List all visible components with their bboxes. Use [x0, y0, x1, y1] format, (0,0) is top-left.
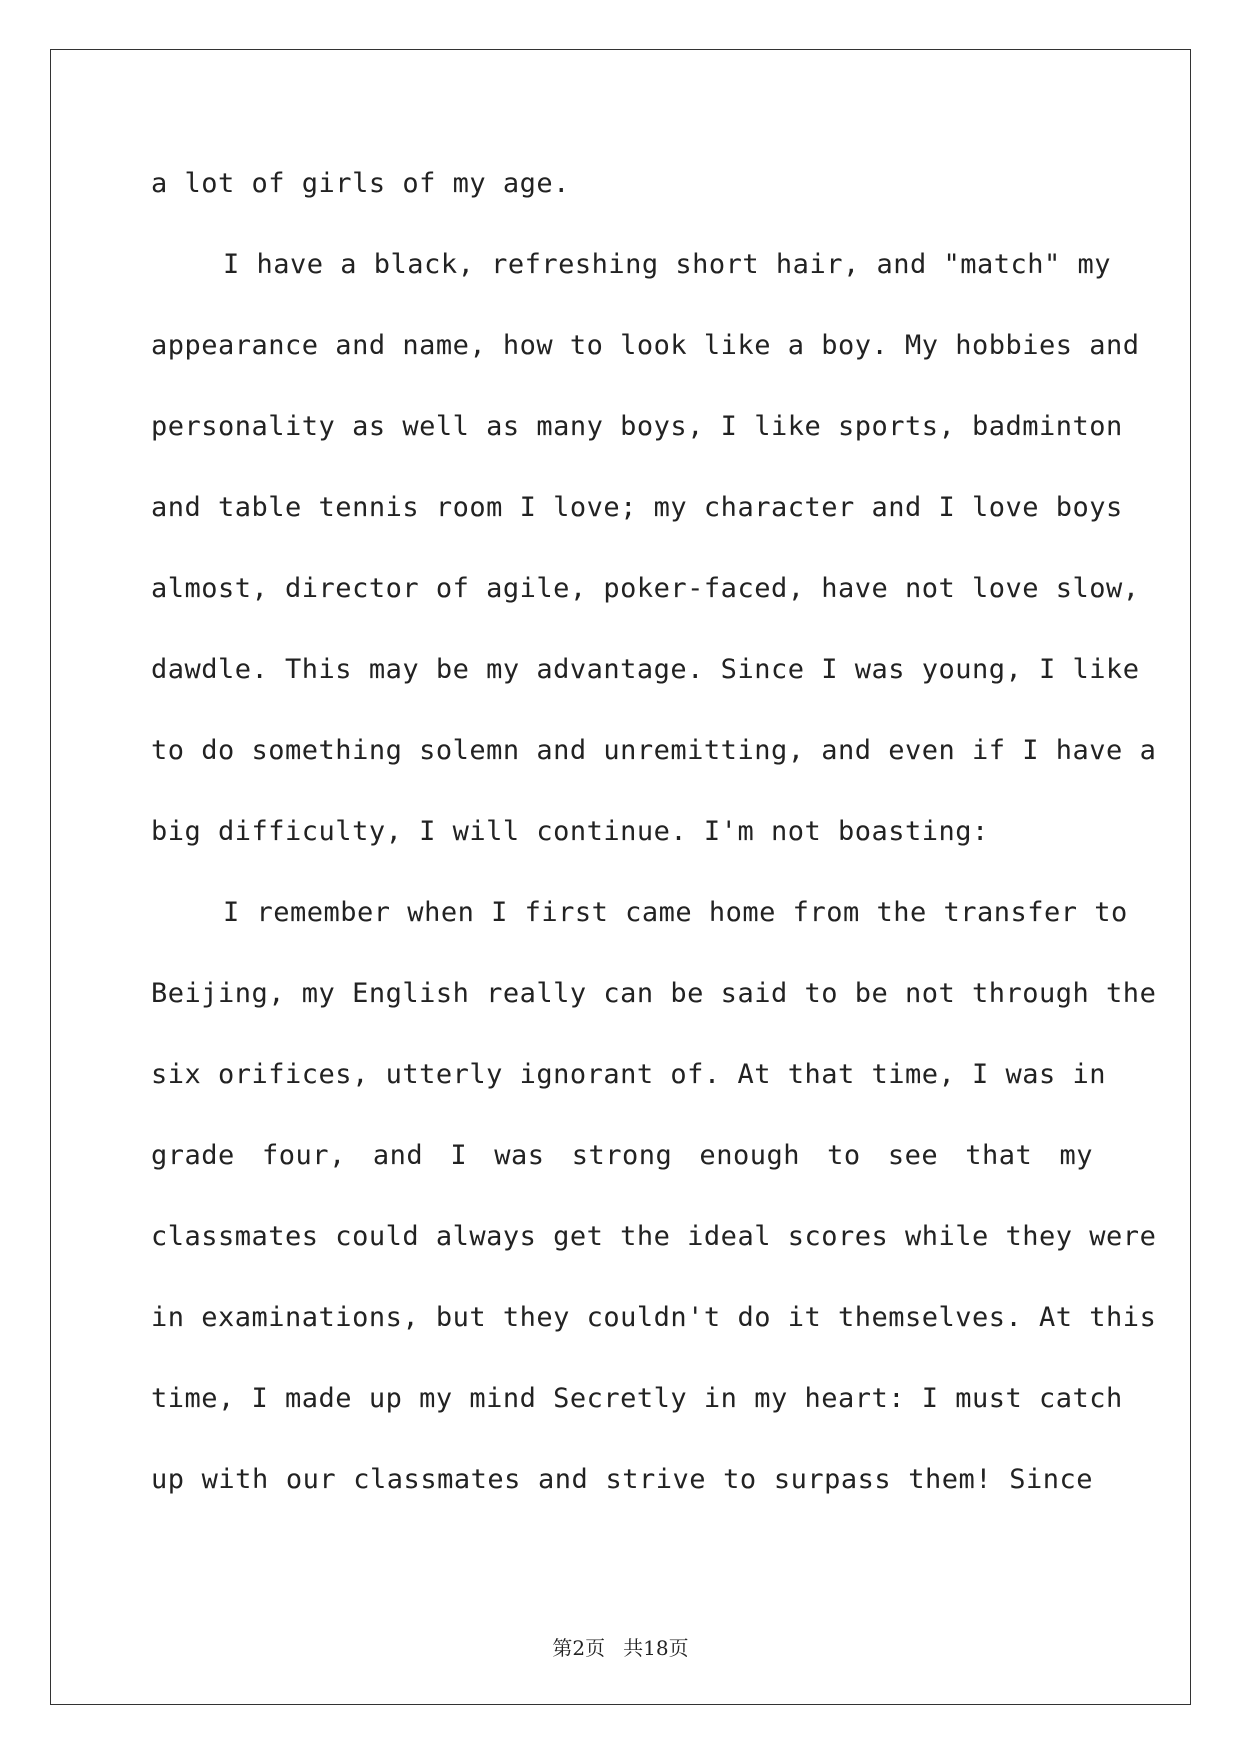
paragraph-start-line: I remember when I first came home from the transfer to [223, 897, 1128, 928]
page-border [50, 49, 1191, 1705]
text-line: and table tennis room I love; my character and I love boys [151, 492, 1123, 523]
text-line: dawdle. This may be my advantage. Since I was young, I like [151, 654, 1140, 685]
text-line: in examinations, but they couldn't do it themselves. At this [151, 1302, 1157, 1333]
text-line: six orifices, utterly ignorant of. At that time, I was in [151, 1059, 1107, 1090]
text-line: grade four, and I was strong enough to see that my [151, 1140, 1093, 1171]
page-number: 第2页 [552, 1636, 606, 1660]
text-line: appearance and name, how to look like a boy. My hobbies and [151, 330, 1140, 361]
text-line: up with our classmates and strive to surpass them! Since [151, 1464, 1093, 1495]
page-total: 共18页 [623, 1636, 689, 1660]
page-footer [0, 1632, 1241, 1661]
text-line: to do something solemn and unremitting, and even if I have a [151, 735, 1157, 766]
text-line: Beijing, my English really can be said to be not through the [151, 978, 1157, 1009]
text-line: classmates could always get the ideal scores while they were [151, 1221, 1157, 1252]
paragraph-start-line: I have a black, refreshing short hair, and "match" my [223, 249, 1112, 280]
text-line: time, I made up my mind Secretly in my heart: I must catch [151, 1383, 1123, 1414]
text-line: personality as well as many boys, I like sports, badminton [151, 411, 1123, 442]
text-line: big difficulty, I will continue. I'm not boasting: [151, 816, 989, 847]
text-line: a lot of girls of my age. [151, 168, 570, 199]
text-line: almost, director of agile, poker-faced, have not love slow, [151, 573, 1140, 604]
